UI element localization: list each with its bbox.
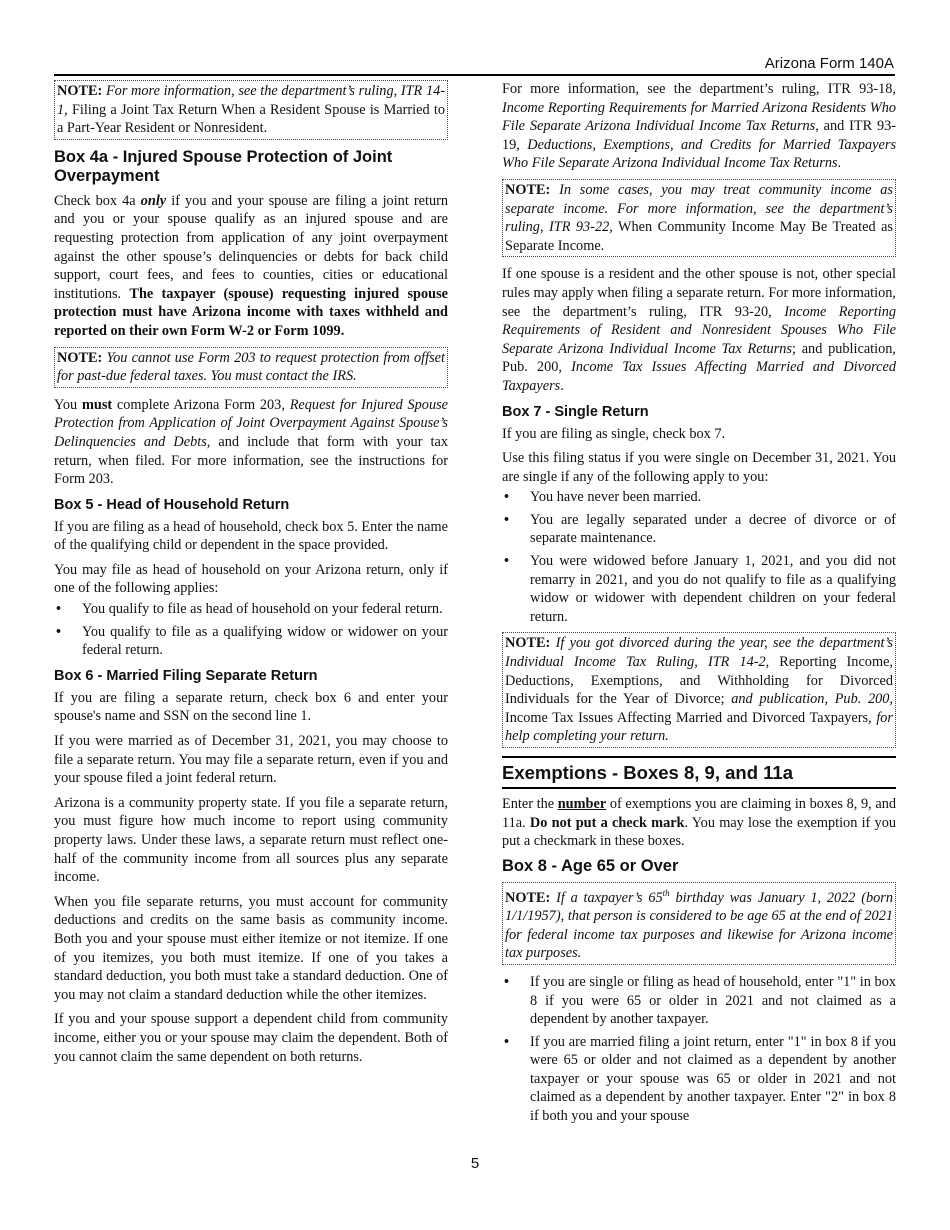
note-label: NOTE: (57, 83, 103, 99)
box6-paragraph: If you were married as of December 31, 2021, you may choose to file a separate return. You may file a separate return, even if you and your spouse filed a joint federal return. (54, 733, 448, 787)
list-item: • You were widowed before January 1, 2021, and you did not remarry in 2021, and you do not qualify to file as a qualifying widow or widower with dependent children on your federal return. (502, 552, 896, 626)
box6-paragraph: If you are filing a separate return, check box 6 and enter your spouse's name and SSN on the second line 1. (54, 689, 448, 725)
list-item: • You qualify to file as head of household on your federal return. (54, 600, 448, 619)
note-itr-14-1 (54, 80, 448, 140)
note-age-65: NOTE: If a taxpayer’s 65th birthday was January 1, 2022 (born 1/1/1957), that person is considered to be age 65 at the end of 2021 for federal income tax purposes and likewise for Arizona income tax purposes. (502, 882, 896, 965)
form-title: Arizona Form 140A (764, 55, 894, 72)
note-label: NOTE: (505, 889, 551, 906)
right-column (502, 80, 896, 1132)
box6-paragraph: Arizona is a community property state. If you file a separate return, you must figure how much income to report using community property laws. Under these laws, a separate return must reflect one-half of the community income from all sources plus any separate income. (54, 794, 448, 886)
box5-list (54, 600, 448, 660)
box5-heading: Box 5 - Head of Household Return (54, 496, 290, 513)
note-itr-93-22 (502, 179, 896, 257)
box7-paragraph: Use this filing status if you were single on December 31, 2021. You are single if any of the following apply to you: (502, 450, 896, 485)
note-text: Filing a Joint Tax Return When a Resident Spouse is Married to a Part-Year Resident or Nonresident. (57, 101, 445, 137)
exemptions-paragraph: Enter the number of exemptions you are claiming in boxes 8, 9, and 11a. Do not put a check mark. You may lose the exemption if you put a checkmark in these boxes. (502, 796, 896, 850)
note-label: NOTE: (505, 181, 551, 198)
exemptions-heading: Exemptions - Boxes 8, 9, and 11a (502, 756, 896, 789)
box7-list (502, 488, 896, 626)
box7-heading: Box 7 - Single Return (502, 403, 649, 420)
note-label: NOTE: (505, 635, 551, 652)
note-label: NOTE: (57, 349, 103, 366)
list-item: • You qualify to file as a qualifying widow or widower on your federal return. (54, 623, 448, 660)
box8-list (502, 973, 896, 1126)
box4a-form203-paragraph: You must complete Arizona Form 203, Request for Injured Spouse Protection from Application of Joint Overpayment Against Spouse’s Delinquencies and Debts, and include that form with your tax return, when filed. For more information, see the instructions for Form 203. (54, 396, 449, 488)
note-text: For more information, see the department’s ruling, ITR 14-1, (57, 83, 445, 118)
note-itr-14-2: NOTE: If you got divorced during the year, see the department’s Individual Income Tax Ruling, ITR 14-2, Reporting Income, Deductions, Exemptions, and Withholding for Divorced Individuals for the Year of Divorce; and publication, Pub. 200, Income Tax Issues Affecting Married and Divorced Taxpayers, for help completing your return. (502, 632, 896, 748)
box5-paragraph: You may file as head of household on your Arizona return, only if one of the following applies: (54, 561, 448, 597)
box4a-heading: Box 4a - Injured Spouse Protection of Joint Overpayment (54, 147, 393, 185)
note-text: In some cases, you may treat community income as separate income. For more information, see the department’s ruling, ITR 93-22, (505, 181, 894, 236)
note-form-203 (54, 347, 448, 388)
box5-paragraph: If you are filing as a head of household, check box 5. Enter the name of the qualifying child or dependent in the space provided. (54, 518, 448, 554)
list-item: • You have never been married. (502, 488, 896, 507)
box6-paragraph: If you and your spouse support a dependent child from community income, either you or your spouse may claim the dependent. Both of you cannot claim the same dependent on both returns. (54, 1011, 448, 1065)
box6-heading: Box 6 - Married Filing Separate Return (54, 667, 318, 684)
note-text: When Community Income May Be Treated as Separate Income. (505, 219, 893, 254)
header-rule (54, 74, 895, 76)
box6-paragraph: When you file separate returns, you must account for community deductions and credits on the same basis as community income. Both you and your spouse must either itemize or not itemize. If one of you itemizes, you both must itemize. If one of you takes a standard deduction, you both must take a standard deduction. One of you may not claim a standard deduction while the other itemizes. (54, 893, 448, 1003)
list-item: • You are legally separated under a decree of divorce or of separate maintenance. (502, 511, 896, 548)
box4a-paragraph: Check box 4a only if you and your spouse are filing a joint return and you or your spouse qualify as an injured spouse and are requesting protection from application of any joint overpayment against the other spouse’s delinquencies or debts for back child support, court fees, and fees to counties, cities or educational institutions. The taxpayer (spouse) requesting injured spouse protection must have Arizona income with taxes withheld and reported on their own Form W-2 or Form 1099. (54, 192, 449, 339)
list-item: • If you are married filing a joint return, enter "1" in box 8 if you were 65 or older and not claimed as a dependent by another taxpayer or your spouse was 65 or older in 2021 and not claimed as a dependent by another taxpayer. Enter "2" in box 8 if both you and your spouse (502, 1033, 896, 1126)
itr-93-18-paragraph: For more information, see the department’s ruling, ITR 93-18, Income Reporting Requirements for Married Arizona Residents Who File Separate Arizona Individual Income Tax Returns, and ITR 93-19, Deductions, Exemptions, and Credits for Married Taxpayers Who File Separate Arizona Individual Income Tax Returns. (502, 81, 897, 172)
list-item: • If you are single or filing as head of household, enter "1" in box 8 if you were 65 or older in 2021 and not claimed as a dependent by another taxpayer. (502, 973, 896, 1029)
box7-paragraph: If you are filing as single, check box 7. (502, 425, 726, 442)
box8-heading: Box 8 - Age 65 or Over (502, 856, 679, 875)
page-number: 5 (470, 1155, 480, 1172)
resident-spouse-paragraph: If one spouse is a resident and the other spouse is not, other special rules may apply when filing a separate return. For more information, see the department’s ruling, ITR 93-20, Income Reporting Requirements of Resident and Nonresident Spouses Who File Separate Arizona Individual Income Tax Returns; and publication, Pub. 200, Income Tax Issues Affecting Married and Divorced Taxpayers. (502, 266, 896, 394)
left-column (54, 80, 448, 1072)
note-text: You cannot use Form 203 to request protection from offset for past-due federal taxes. You must contact the IRS. (57, 349, 446, 385)
